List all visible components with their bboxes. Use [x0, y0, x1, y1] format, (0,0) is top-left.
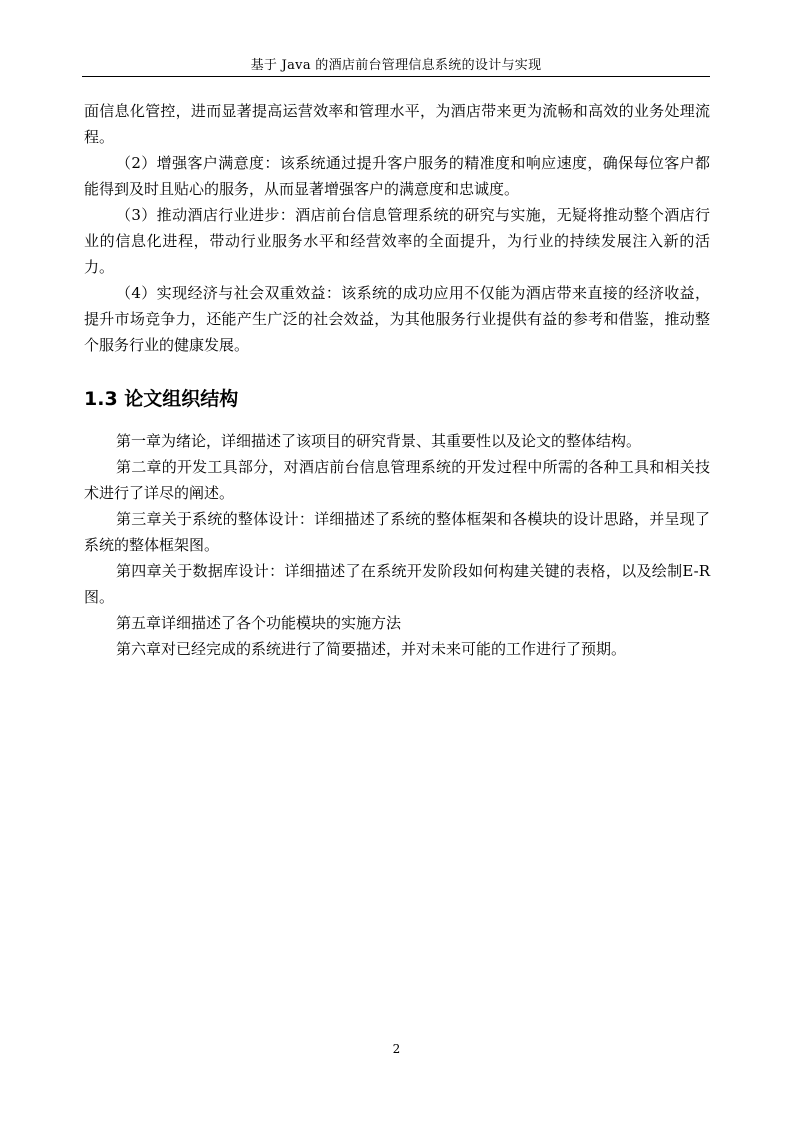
- paragraph-economic-social-benefit: （4）实现经济与社会双重效益：该系统的成功应用不仅能为酒店带来直接的经济收益，提升市场竞争力，还能产生广泛的社会效益，为其他服务行业提供有益的参考和借鉴，推动整个服务行业的健康发展。: [84, 284, 710, 354]
- paragraph-continued: 面信息化管控，进而显著提高运营效率和管理水平，为酒店带来更为流畅和高效的业务处理流程。: [84, 102, 710, 146]
- header-divider: [82, 76, 710, 77]
- paragraph-chapter-2: 第二章的开发工具部分，对酒店前台信息管理系统的开发过程中所需的各种工具和相关技术进行了详尽的阐述。: [84, 458, 710, 502]
- paragraph-chapter-5: 第五章详细描述了各个功能模块的实施方法: [116, 614, 402, 632]
- paragraph-customer-satisfaction: （2）增强客户满意度：该系统通过提升客户服务的精准度和响应速度，确保每位客户都能得到及时且贴心的服务，从而显著增强客户的满意度和忠诚度。: [84, 154, 710, 198]
- running-header: 基于 Java 的酒店前台管理信息系统的设计与实现: [250, 58, 542, 73]
- body-text-structure: [84, 428, 710, 662]
- body-text-upper: [84, 98, 710, 358]
- paragraph-chapter-3: 第三章关于系统的整体设计：详细描述了系统的整体框架和各模块的设计思路，并呈现了系统的整体框架图。: [84, 510, 710, 554]
- paragraph-industry-progress: （3）推动酒店行业进步：酒店前台信息管理系统的研究与实施，无疑将推动整个酒店行业的信息化进程，带动行业服务水平和经营效率的全面提升，为行业的持续发展注入新的活力。: [84, 206, 710, 276]
- paragraph-chapter-1: 第一章为绪论，详细描述了该项目的研究背景、其重要性以及论文的整体结构。: [116, 432, 642, 450]
- section-heading: 1.3 论文组织结构: [84, 388, 239, 410]
- page-number: 2: [392, 1042, 401, 1056]
- paragraph-chapter-6: 第六章对已经完成的系统进行了简要描述，并对未来可能的工作进行了预期。: [116, 640, 627, 658]
- paragraph-chapter-4: 第四章关于数据库设计：详细描述了在系统开发阶段如何构建关键的表格，以及绘制E-R 图。: [84, 562, 710, 606]
